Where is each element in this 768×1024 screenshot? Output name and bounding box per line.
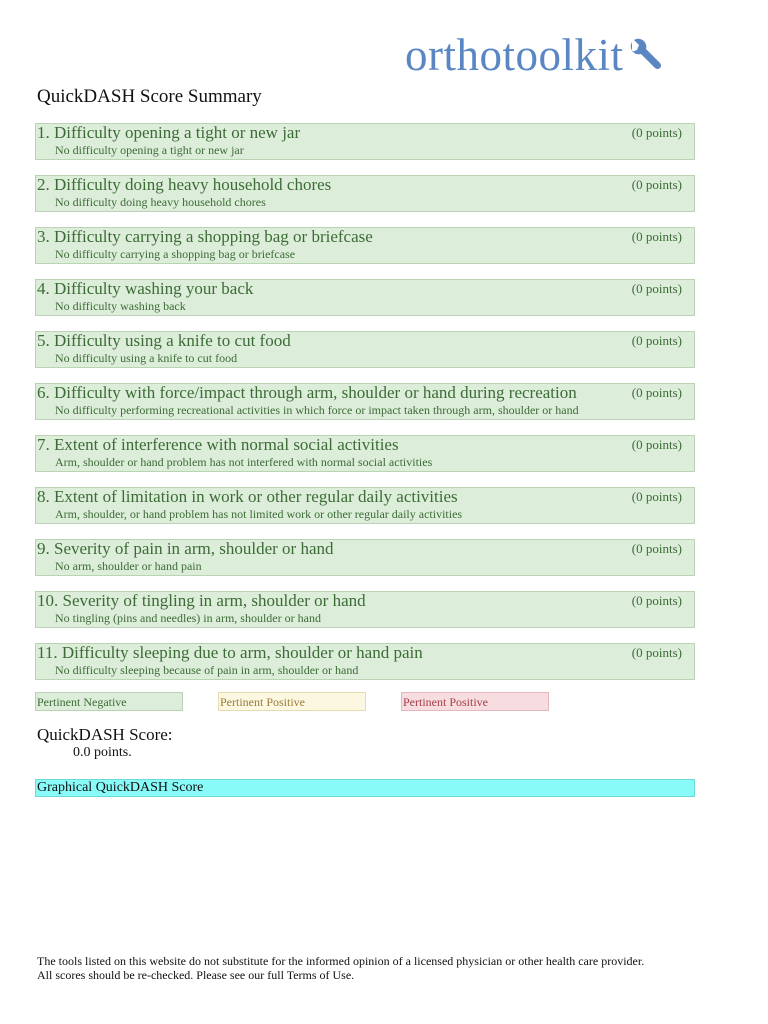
- page-title: QuickDASH Score Summary: [37, 86, 262, 107]
- question-text: 10. Severity of tingling in arm, shoulder or hand: [37, 591, 366, 610]
- question-text: 3. Difficulty carrying a shopping bag or briefcase: [37, 227, 373, 246]
- question-text: 2. Difficulty doing heavy household chores: [37, 175, 332, 194]
- question-answer: No arm, shoulder or hand pain: [55, 559, 202, 573]
- question-points: (0 points): [631, 437, 682, 452]
- score-value: 0.0 points.: [73, 745, 132, 760]
- question-item-10: [35, 591, 695, 628]
- question-item-5: [35, 331, 695, 368]
- question-item-3: [35, 227, 695, 264]
- question-answer: Arm, shoulder or hand problem has not interfered with normal social activities: [55, 455, 433, 469]
- question-answer: No difficulty carrying a shopping bag or briefcase: [55, 247, 296, 261]
- question-item-9: [35, 539, 695, 576]
- question-text: 11. Difficulty sleeping due to arm, shoulder or hand pain: [37, 643, 423, 662]
- question-text: 4. Difficulty washing your back: [37, 279, 254, 298]
- question-points: (0 points): [631, 489, 682, 504]
- legend-pertinent-positive-mild: Pertinent Positive: [218, 692, 366, 711]
- graphical-score-header: Graphical QuickDASH Score: [35, 779, 695, 797]
- disclaimer-line-2: All scores should be re-checked. Please see our full Terms of Use.: [37, 968, 355, 982]
- question-item-7: [35, 435, 695, 472]
- logo-text: orthotoolkit: [405, 30, 624, 80]
- question-item-2: [35, 175, 695, 212]
- question-answer: No difficulty washing back: [55, 299, 186, 313]
- question-points: (0 points): [631, 385, 682, 400]
- question-answer: No tingling (pins and needles) in arm, shoulder or hand: [55, 611, 321, 625]
- question-item-1: [35, 123, 695, 160]
- legend: [35, 692, 715, 712]
- question-answer: No difficulty using a knife to cut food: [55, 351, 238, 365]
- question-text: 9. Severity of pain in arm, shoulder or hand: [37, 539, 334, 558]
- question-points: (0 points): [631, 645, 682, 660]
- question-text: 7. Extent of interference with normal social activities: [37, 435, 399, 454]
- score-label: QuickDASH Score:: [37, 725, 173, 744]
- question-answer: No difficulty performing recreational activities in which force or impact taken through arm, shoulder or hand: [55, 403, 579, 417]
- question-item-11: [35, 643, 695, 680]
- question-item-8: [35, 487, 695, 524]
- question-answer: Arm, shoulder, or hand problem has not limited work or other regular daily activities: [55, 507, 463, 521]
- question-points: (0 points): [631, 333, 682, 348]
- question-points: (0 points): [631, 125, 682, 140]
- question-points: (0 points): [631, 229, 682, 244]
- question-item-4: [35, 279, 695, 316]
- legend-pertinent-positive-severe: Pertinent Positive: [401, 692, 549, 711]
- orthotoolkit-logo[interactable]: [405, 28, 666, 82]
- disclaimer-line-1: The tools listed on this website do not substitute for the informed opinion of a licensed physician or other health care provider.: [37, 954, 645, 968]
- question-text: 1. Difficulty opening a tight or new jar: [37, 123, 301, 142]
- disclaimer: [37, 954, 737, 982]
- question-answer: No difficulty opening a tight or new jar: [55, 143, 244, 157]
- question-points: (0 points): [631, 593, 682, 608]
- question-answer: No difficulty sleeping because of pain in arm, shoulder or hand: [55, 663, 359, 677]
- question-item-6: [35, 383, 695, 420]
- question-points: (0 points): [631, 281, 682, 296]
- question-list: [35, 123, 695, 695]
- question-points: (0 points): [631, 541, 682, 556]
- question-text: 8. Extent of limitation in work or other regular daily activities: [37, 487, 458, 506]
- question-text: 5. Difficulty using a knife to cut food: [37, 331, 291, 350]
- question-answer: No difficulty doing heavy household chores: [55, 195, 266, 209]
- wrench-icon: [626, 36, 666, 76]
- question-text: 6. Difficulty with force/impact through arm, shoulder or hand during recreation: [37, 383, 577, 402]
- legend-pertinent-negative: Pertinent Negative: [35, 692, 183, 711]
- question-points: (0 points): [631, 177, 682, 192]
